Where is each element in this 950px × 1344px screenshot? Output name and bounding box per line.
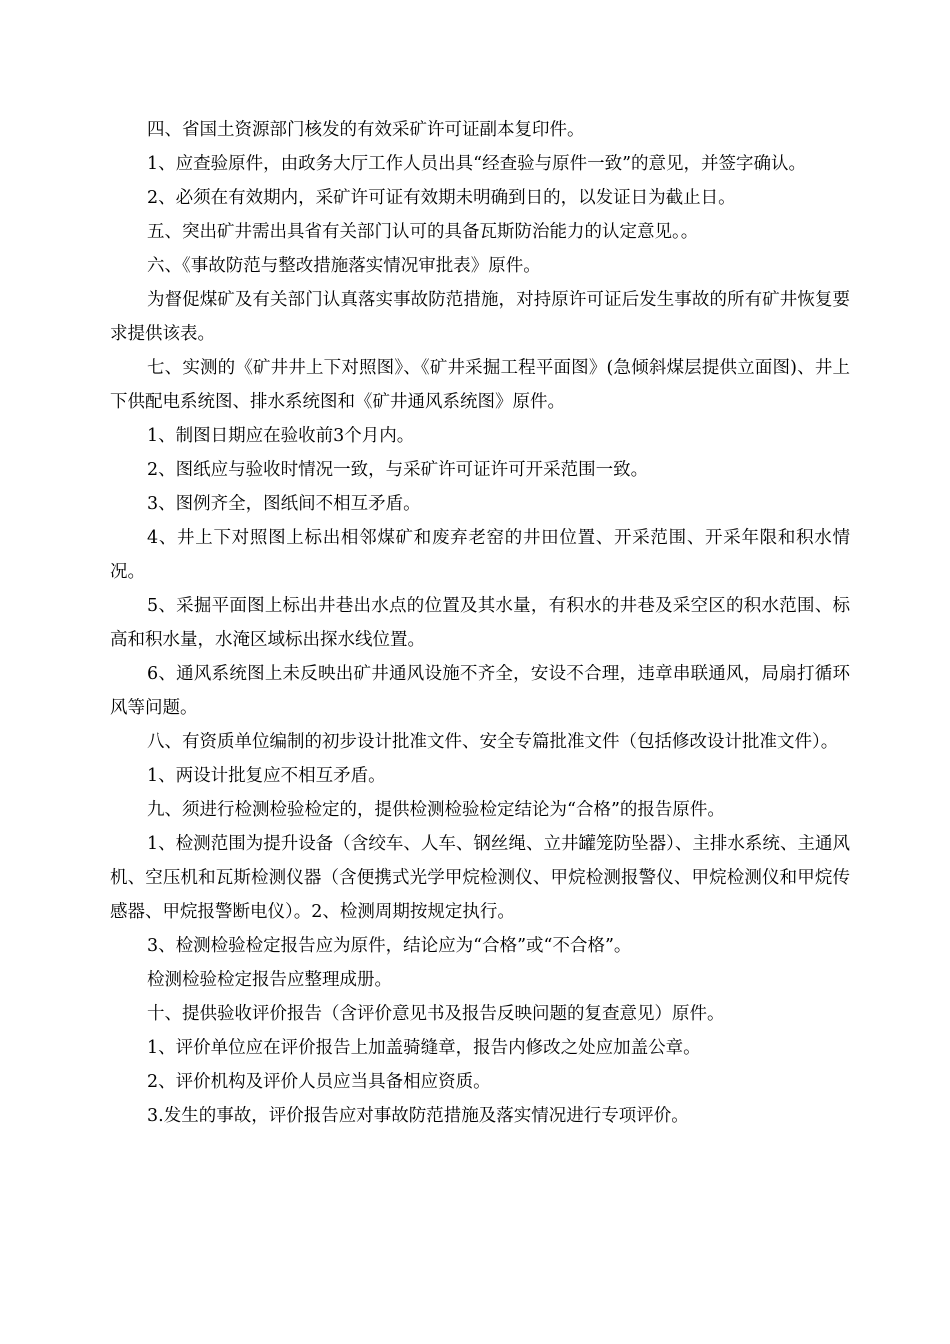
paragraph-section-7-item-4: 4、井上下对照图上标出相邻煤矿和废弃老窑的井田位置、开采范围、开采年限和积水情况。 (110, 528, 850, 582)
paragraph-section-5: 五、突出矿井需出具省有关部门认可的具备瓦斯防治能力的认定意见。。 (147, 222, 699, 242)
paragraph-section-4: 四、省国土资源部门核发的有效采矿许可证副本复印件。 (147, 120, 585, 140)
paragraph-section-7: 七、实测的《矿井井上下对照图》、《矿井采掘工程平面图》(急倾斜煤层提供立面图)、井上下供配电系统图、排水系统图和《矿井通风系统图》原件。 (110, 358, 850, 412)
paragraph-section-9-item-1: 1、检测范围为提升设备（含绞车、人车、钢丝绳、立井罐笼防坠器）、主排水系统、主通风机、空压机和瓦斯检测仪器（含便携式光学甲烷检测仪、甲烷检测报警仪、甲烷检测仪和甲烷传感器、甲烷报警断电仪）。2、检测周期按规定执行。 (110, 834, 850, 922)
paragraph-section-4-item-2: 2、必须在有效期内，采矿许可证有效期未明确到日的，以发证日为截止日。 (147, 188, 736, 208)
paragraph-section-6-note: 为督促煤矿及有关部门认真落实事故防范措施，对持原许可证后发生事故的所有矿井恢复要求提供该表。 (110, 290, 850, 344)
paragraph-section-8-item-1: 1、两设计批复应不相互矛盾。 (147, 766, 386, 786)
paragraph-section-6: 六、《事故防范与整改措施落实情况审批表》原件。 (147, 256, 541, 276)
paragraph-section-8: 八、有资质单位编制的初步设计批准文件、安全专篇批准文件（包括修改设计批准文件）。 (147, 732, 839, 752)
paragraph-section-7-item-6: 6、通风系统图上未反映出矿井通风设施不齐全，安设不合理，违章串联通风，局扇打循环风等问题。 (110, 664, 850, 718)
paragraph-section-9: 九、须进行检测检验检定的，提供检测检验检定结论为“合格”的报告原件。 (147, 800, 725, 820)
paragraph-section-7-item-5: 5、采掘平面图上标出井巷出水点的位置及其水量，有积水的井巷及采空区的积水范围、标高和积水量，水淹区域标出探水线位置。 (110, 596, 850, 650)
paragraph-section-9-item-3: 3、检测检验检定报告应为原件，结论应为“合格”或“不合格”。 (147, 936, 632, 956)
paragraph-section-10-item-3: 3.发生的事故，评价报告应对事故防范措施及落实情况进行专项评价。 (147, 1106, 689, 1126)
paragraph-section-10-item-1: 1、评价单位应在评价报告上加盖骑缝章，报告内修改之处应加盖公章。 (147, 1038, 701, 1058)
document-page (110, 113, 850, 1133)
paragraph-section-10: 十、提供验收评价报告（含评价意见书及报告反映问题的复查意见）原件。 (147, 1004, 725, 1024)
paragraph-section-10-item-2: 2、评价机构及评价人员应当具备相应资质。 (147, 1072, 491, 1092)
paragraph-section-4-item-1: 1、应查验原件，由政务大厅工作人员出具“经查验与原件一致”的意见，并签字确认。 (147, 154, 807, 174)
paragraph-section-7-item-1: 1、制图日期应在验收前3个月内。 (147, 426, 415, 446)
paragraph-section-7-item-2: 2、图纸应与验收时情况一致，与采矿许可证许可开采范围一致。 (147, 460, 649, 480)
paragraph-section-7-item-3: 3、图例齐全，图纸间不相互矛盾。 (147, 494, 421, 514)
paragraph-section-9-note: 检测检验检定报告应整理成册。 (147, 970, 392, 990)
